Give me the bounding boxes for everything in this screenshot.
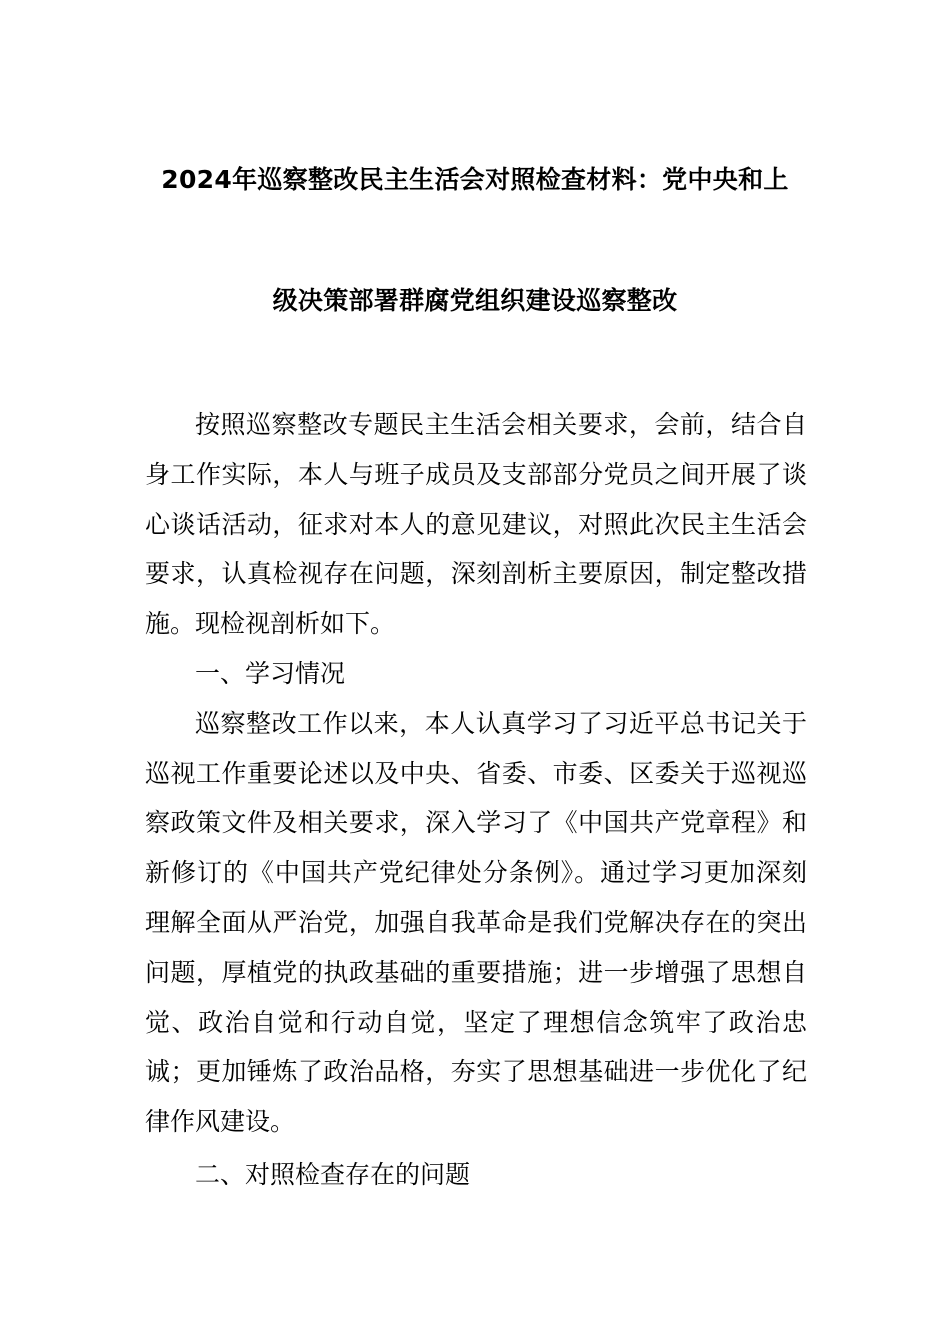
study-paragraph: 巡察整改工作以来，本人认真学习了习近平总书记关于巡视工作重要论述以及中央、省委、市委、区委关于巡视巡察政策文件及相关要求，深入学习了《中国共产党章程》和新修订的《中国共产党纪律处分条例》。通过学习更加深刻理解全面从严治党，加强自我革命是我们党解决存在的突出问题，厚植党的执政基础的重要措施；进一步增强了思想自觉、政治自觉和行动自觉，坚定了理想信念筑牢了政治忠诚；更加锤炼了政治品格，夯实了思想基础进一步优化了纪律作风建设。 [145,708,807,1137]
section-heading-study: 一、学习情况 [195,658,346,688]
intro-paragraph: 按照巡察整改专题民主生活会相关要求，会前，结合自身工作实际，本人与班子成员及支部部分党员之间开展了谈心谈话活动，征求对本人的意见建议，对照此次民主生活会要求，认真检视存在问题，深刻剖析主要原因，制定整改措施。现检视剖析如下。 [145,410,807,639]
document-title-line-1: 2024年巡察整改民主生活会对照检查材料：党中央和上 [161,165,789,194]
document-title-line-2: 级决策部署群腐党组织建设巡察整改 [272,286,678,315]
document-body [145,400,807,1200]
section-heading-problems: 二、对照检查存在的问题 [195,1159,471,1189]
